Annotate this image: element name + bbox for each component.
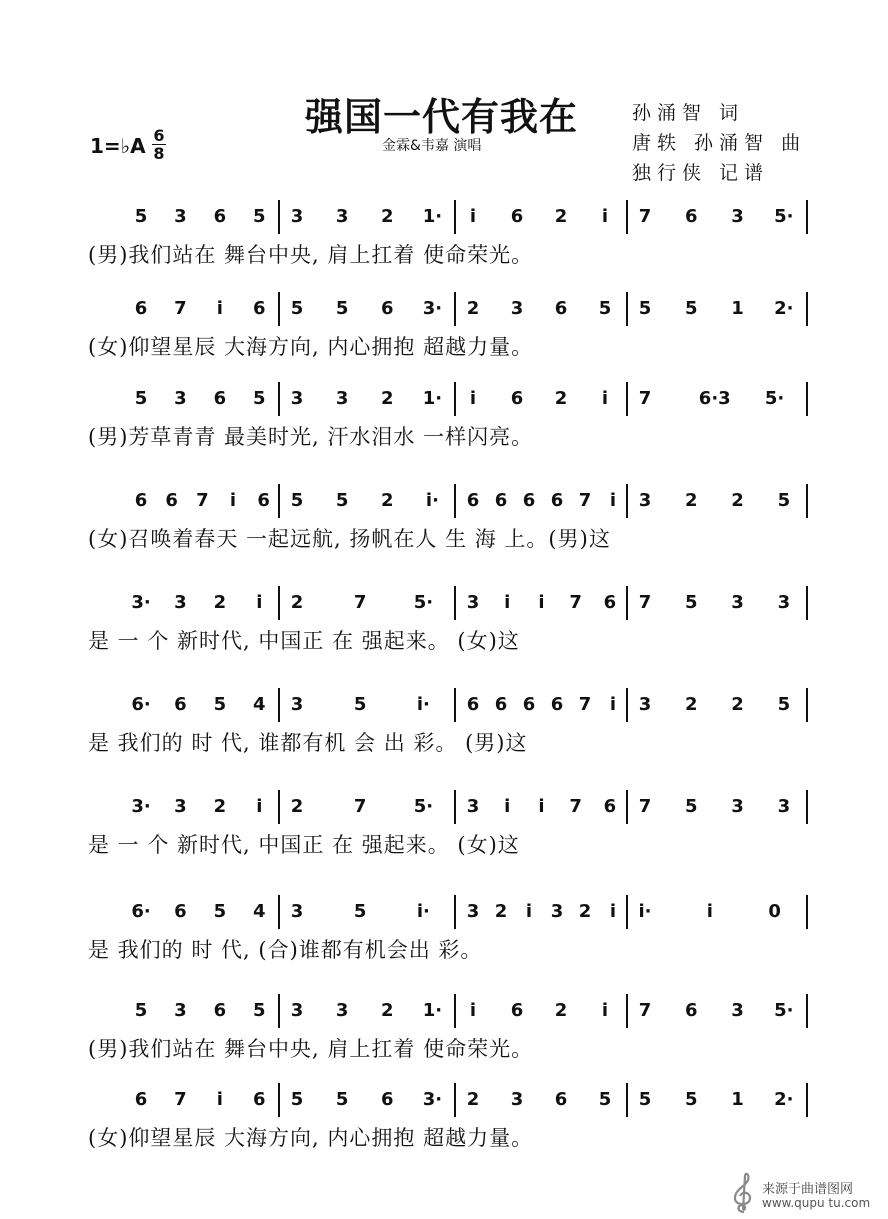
note: 5: [213, 901, 227, 922]
note: 6: [381, 298, 394, 319]
note: i: [504, 592, 511, 613]
note: 3: [466, 592, 480, 613]
note: 3: [290, 1000, 304, 1021]
notation-row: [0, 694, 888, 720]
note: 3: [777, 796, 791, 817]
note: 6: [522, 694, 536, 715]
note: i: [216, 298, 223, 319]
lyric-line: (男)我们站在 舞台中央, 肩上扛着 使命荣光。: [88, 1037, 534, 1061]
note: i·: [416, 694, 430, 715]
bar-line: [806, 484, 808, 518]
note: 5: [685, 592, 698, 613]
bar-line: [806, 382, 808, 416]
notation-row: [0, 388, 888, 414]
note: 7: [638, 592, 652, 613]
note: 7: [638, 796, 652, 817]
note: 6: [554, 298, 568, 319]
note: i·: [425, 490, 439, 511]
bar-line: [278, 586, 280, 620]
note: 6: [213, 206, 227, 227]
bar-line: [806, 688, 808, 722]
note: 3·: [131, 796, 151, 817]
note: 5·: [413, 592, 434, 613]
bar-line: [278, 200, 280, 234]
bar-line: [278, 382, 280, 416]
note: 5: [598, 1089, 612, 1110]
note: 5: [290, 490, 304, 511]
note: i: [469, 388, 477, 409]
note: 6: [253, 1089, 266, 1110]
performers: 金霖&韦嘉 演唱: [382, 138, 482, 154]
note: 6: [257, 490, 270, 511]
note: 3: [290, 694, 304, 715]
note: 5: [353, 901, 367, 922]
note: 1·: [422, 206, 443, 227]
bar-line: [806, 292, 808, 326]
lyric-line: (女)仰望星辰 大海方向, 内心拥抱 超越力量。: [88, 335, 534, 359]
note: i: [229, 490, 237, 511]
note: 3: [731, 592, 744, 613]
bar-line: [454, 484, 456, 518]
note: 5: [134, 206, 148, 227]
note: 2: [578, 901, 592, 922]
note: 3: [510, 1089, 524, 1110]
note: i: [609, 901, 617, 922]
note: 3: [174, 388, 187, 409]
note: i: [609, 490, 617, 511]
note: 6: [134, 490, 148, 511]
bar-line: [626, 292, 628, 326]
bar-line: [278, 895, 280, 929]
note: 7: [638, 388, 652, 409]
note: 6: [134, 298, 148, 319]
note: 5: [685, 1089, 698, 1110]
time-signature-bottom: 8: [153, 144, 165, 163]
note: 3: [174, 796, 187, 817]
bar-line: [626, 586, 628, 620]
note: 6: [381, 1089, 394, 1110]
note: 5: [134, 388, 148, 409]
note: 5: [253, 1000, 266, 1021]
bar-line: [454, 790, 456, 824]
note: 2: [731, 694, 744, 715]
note: 3: [335, 388, 349, 409]
bar-line: [806, 200, 808, 234]
note: i: [256, 796, 263, 817]
note: 1: [731, 298, 744, 319]
lyric-line: 是 一 个 新时代, 中国正 在 强起来。 (女)这: [88, 833, 520, 857]
credit-composer: 唐轶 孙涌智 曲: [632, 132, 807, 154]
note: 7: [353, 796, 367, 817]
note: 5: [213, 694, 227, 715]
note: 2: [381, 388, 394, 409]
note: 6: [603, 592, 617, 613]
note: 6: [466, 490, 480, 511]
note: i: [504, 796, 511, 817]
key-signature: 1=♭A: [90, 134, 146, 158]
note: 3·: [422, 1089, 443, 1110]
song-title: 强国一代有我在: [305, 94, 579, 139]
bar-line: [806, 586, 808, 620]
note: i: [469, 206, 477, 227]
bar-line: [806, 994, 808, 1028]
note: 2: [685, 694, 698, 715]
bar-line: [278, 790, 280, 824]
bar-line: [626, 484, 628, 518]
note: 5: [290, 1089, 304, 1110]
note: 3·: [422, 298, 443, 319]
bar-line: [454, 586, 456, 620]
bar-line: [626, 688, 628, 722]
note: i: [601, 206, 609, 227]
note: 6: [522, 490, 536, 511]
note: 6: [253, 298, 266, 319]
note: i: [469, 1000, 477, 1021]
note: 3: [290, 206, 304, 227]
note: 2: [290, 796, 304, 817]
note: 5: [685, 298, 698, 319]
credit-transcriber: 独行侠 记谱: [632, 162, 770, 184]
note: 2: [213, 592, 227, 613]
bar-line: [454, 382, 456, 416]
bar-line: [806, 895, 808, 929]
note: 3: [638, 694, 652, 715]
bar-line: [278, 484, 280, 518]
bar-line: [278, 688, 280, 722]
note: 5: [335, 490, 349, 511]
note: i·: [638, 901, 652, 922]
notation-row: [0, 901, 888, 927]
notation-row: [0, 796, 888, 822]
note: 3: [638, 490, 652, 511]
notation-row: [0, 206, 888, 232]
note: 2: [381, 206, 394, 227]
note: 3·: [131, 592, 151, 613]
watermark-url: www.qupu tu.com: [762, 1196, 871, 1210]
lyric-line: (男)芳草青青 最美时光, 汗水泪水 一样闪亮。: [88, 425, 534, 449]
notation-row: [0, 1089, 888, 1115]
note: 2: [213, 796, 227, 817]
bar-line: [278, 292, 280, 326]
note: i: [216, 1089, 223, 1110]
note: 1·: [422, 388, 443, 409]
notation-row: [0, 298, 888, 324]
note: 6: [174, 694, 187, 715]
note: 3: [731, 206, 744, 227]
note: 2: [554, 388, 568, 409]
note: 5: [638, 1089, 652, 1110]
note: 6: [554, 1089, 568, 1110]
note: 5·: [774, 206, 794, 227]
bar-line: [626, 790, 628, 824]
bar-line: [626, 382, 628, 416]
note: 3: [731, 1000, 744, 1021]
note: 3: [731, 796, 744, 817]
credit-lyricist: 孙涌智 词: [632, 102, 745, 124]
note: 2: [466, 298, 480, 319]
bar-line: [626, 994, 628, 1028]
note: 3: [550, 901, 564, 922]
note: 2·: [774, 1089, 794, 1110]
time-signature-top: 6: [153, 126, 165, 145]
note: 7: [638, 1000, 652, 1021]
note: 3: [290, 388, 304, 409]
note: 5: [335, 298, 349, 319]
bar-line: [454, 200, 456, 234]
notation-row: [0, 592, 888, 618]
note: 6: [213, 388, 227, 409]
note: 5: [335, 1089, 349, 1110]
notation-row: [0, 1000, 888, 1026]
note: 1: [731, 1089, 744, 1110]
bar-line: [454, 1083, 456, 1117]
note: i: [601, 1000, 609, 1021]
note: 5·: [413, 796, 434, 817]
note: 5: [638, 298, 652, 319]
note: 3: [510, 298, 524, 319]
note: 6: [213, 1000, 227, 1021]
note: 6·: [131, 694, 151, 715]
note: 6: [685, 1000, 698, 1021]
note: 2: [554, 206, 568, 227]
bar-line: [626, 1083, 628, 1117]
bar-line: [454, 895, 456, 929]
note: 5: [134, 1000, 148, 1021]
note: 5: [253, 206, 266, 227]
note: 3: [335, 206, 349, 227]
note: 3: [335, 1000, 349, 1021]
note: i: [538, 796, 545, 817]
notation-row: [0, 490, 888, 516]
note: 7: [353, 592, 367, 613]
bar-line: [806, 790, 808, 824]
bar-line: [454, 292, 456, 326]
note: i: [601, 388, 609, 409]
bar-line: [454, 688, 456, 722]
note: 2: [731, 490, 744, 511]
note: 7: [174, 1089, 187, 1110]
note: 5: [777, 490, 791, 511]
note: 5·: [774, 1000, 794, 1021]
note: 6: [494, 694, 508, 715]
note: 2: [466, 1089, 480, 1110]
note: 6: [550, 490, 564, 511]
note: 2: [685, 490, 698, 511]
watermark-text: 来源于曲谱图网: [762, 1182, 854, 1197]
note: 7: [578, 490, 592, 511]
note: 6: [494, 490, 508, 511]
note: 7: [569, 796, 582, 817]
note: 6: [466, 694, 480, 715]
note: 6: [134, 1089, 148, 1110]
note: 3: [174, 1000, 187, 1021]
note: 7: [569, 592, 582, 613]
note: 5: [777, 694, 791, 715]
note: 3: [466, 901, 480, 922]
bar-line: [278, 994, 280, 1028]
note: 6: [510, 1000, 524, 1021]
note: 7: [174, 298, 187, 319]
note: i·: [416, 901, 430, 922]
note: 7: [578, 694, 592, 715]
note: 5: [290, 298, 304, 319]
note: i: [256, 592, 263, 613]
lyric-line: (女)仰望星辰 大海方向, 内心拥抱 超越力量。: [88, 1126, 534, 1150]
note: 6: [510, 206, 524, 227]
note: 6: [603, 796, 617, 817]
note: 7: [196, 490, 209, 511]
note: 5: [685, 796, 698, 817]
bar-line: [806, 1083, 808, 1117]
note: 4: [253, 694, 266, 715]
note: 6: [550, 694, 564, 715]
note: 6·: [131, 901, 151, 922]
note: i: [609, 694, 617, 715]
note: 2: [381, 1000, 394, 1021]
note: i: [706, 901, 713, 922]
note: i: [525, 901, 533, 922]
note: 2·: [774, 298, 794, 319]
note: 5: [353, 694, 367, 715]
note: 5: [253, 388, 266, 409]
lyric-line: 是 我们的 时 代, (合)谁都有机会出 彩。: [88, 938, 483, 962]
note: 3: [466, 796, 480, 817]
note: 6·3: [698, 388, 731, 409]
note: 4: [253, 901, 266, 922]
note: 5: [598, 298, 612, 319]
note: 3: [290, 901, 304, 922]
treble-clef-icon: [728, 1172, 758, 1214]
lyric-line: (男)我们站在 舞台中央, 肩上扛着 使命荣光。: [88, 243, 534, 267]
note: 2: [494, 901, 508, 922]
lyric-line: 是 我们的 时 代, 谁都有机 会 出 彩。 (男)这: [88, 731, 528, 755]
note: 5·: [764, 388, 785, 409]
time-signature: [152, 128, 166, 161]
note: 6: [510, 388, 524, 409]
note: 2: [381, 490, 394, 511]
note: 6: [165, 490, 178, 511]
note: 1·: [422, 1000, 443, 1021]
note: 6: [685, 206, 698, 227]
note: 3: [174, 206, 187, 227]
lyric-line: (女)召唤着春天 一起远航, 扬帆在人 生 海 上。(男)这: [88, 527, 611, 551]
bar-line: [626, 895, 628, 929]
note: 7: [638, 206, 652, 227]
note: 6: [174, 901, 187, 922]
note: 2: [290, 592, 304, 613]
note: 0: [768, 901, 781, 922]
note: 3: [174, 592, 187, 613]
bar-line: [278, 1083, 280, 1117]
bar-line: [626, 200, 628, 234]
note: i: [538, 592, 545, 613]
bar-line: [454, 994, 456, 1028]
lyric-line: 是 一 个 新时代, 中国正 在 强起来。 (女)这: [88, 629, 520, 653]
note: 2: [554, 1000, 568, 1021]
note: 3: [777, 592, 791, 613]
